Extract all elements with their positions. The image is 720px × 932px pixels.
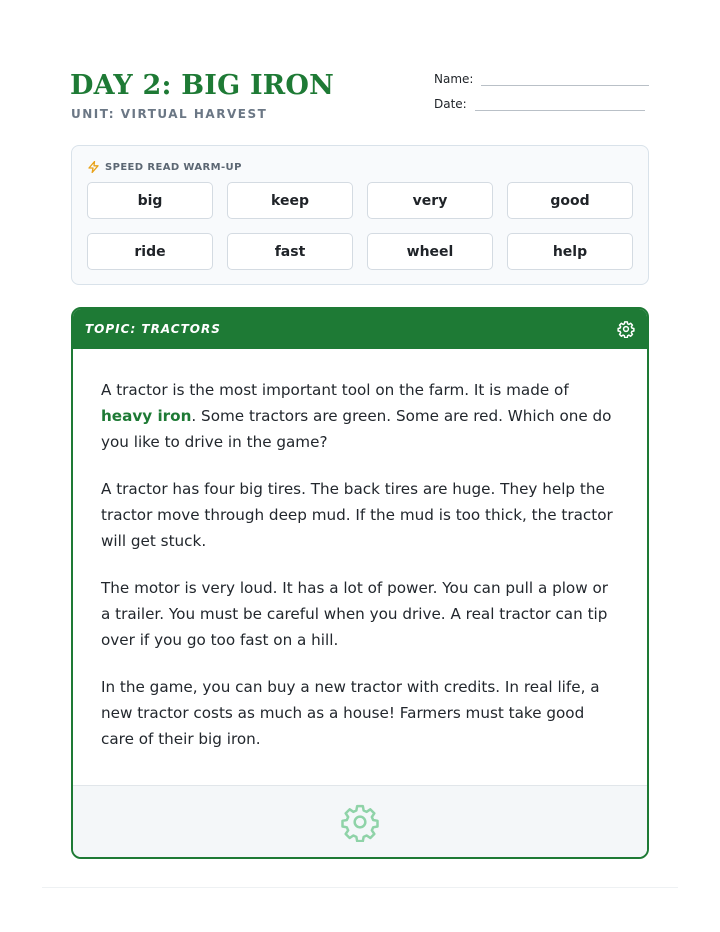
paragraph: [101, 377, 619, 455]
word-card: very: [367, 182, 493, 219]
unit-subtitle: UNIT: VIRTUAL HARVEST: [71, 107, 268, 121]
date-label: Date:: [434, 97, 467, 111]
word-card: ride: [87, 233, 213, 270]
date-field[interactable]: [434, 97, 645, 111]
word-card: fast: [227, 233, 353, 270]
topic-header: [73, 309, 647, 349]
lightning-icon: [88, 161, 99, 173]
word-card: wheel: [367, 233, 493, 270]
warmup-heading-text: SPEED READ WARM-UP: [105, 161, 242, 173]
speed-read-warmup: [71, 145, 649, 285]
topic-body: [73, 349, 647, 752]
topic-card: [71, 307, 649, 859]
date-line[interactable]: [475, 97, 645, 111]
page-bottom-rule: [42, 887, 678, 888]
page-title: DAY 2: BIG IRON: [70, 70, 335, 101]
topic-footer: [73, 785, 647, 857]
word-card: help: [507, 233, 633, 270]
warmup-heading: [88, 161, 242, 173]
paragraph-text: . Some tractors are green. Some are red. Which one do you like to drive in the game?: [101, 407, 612, 451]
paragraph: A tractor has four big tires. The back tires are huge. They help the tractor move through deep mud. If the mud is too thick, the tractor will get stuck.: [101, 480, 613, 550]
paragraph: The motor is very loud. It has a lot of power. You can pull a plow or a trailer. You must be careful when you drive. A real tractor can tip over if you go too fast on a hill.: [101, 579, 609, 649]
word-card: keep: [227, 182, 353, 219]
name-label: Name:: [434, 72, 474, 86]
highlight-term: heavy iron: [101, 407, 192, 425]
paragraph-text: A tractor is the most important tool on the farm. It is made of: [101, 381, 569, 399]
paragraph: In the game, you can buy a new tractor with credits. In real life, a new tractor costs as much as a house! Farmers must take good care of their big iron.: [101, 678, 600, 748]
word-card: big: [87, 182, 213, 219]
topic-label: TOPIC: TRACTORS: [85, 322, 221, 336]
word-card: good: [507, 182, 633, 219]
name-field[interactable]: [434, 72, 649, 86]
gear-icon: [340, 802, 380, 842]
name-line[interactable]: [481, 72, 649, 86]
gear-icon: [617, 320, 635, 338]
word-grid: [87, 182, 633, 270]
